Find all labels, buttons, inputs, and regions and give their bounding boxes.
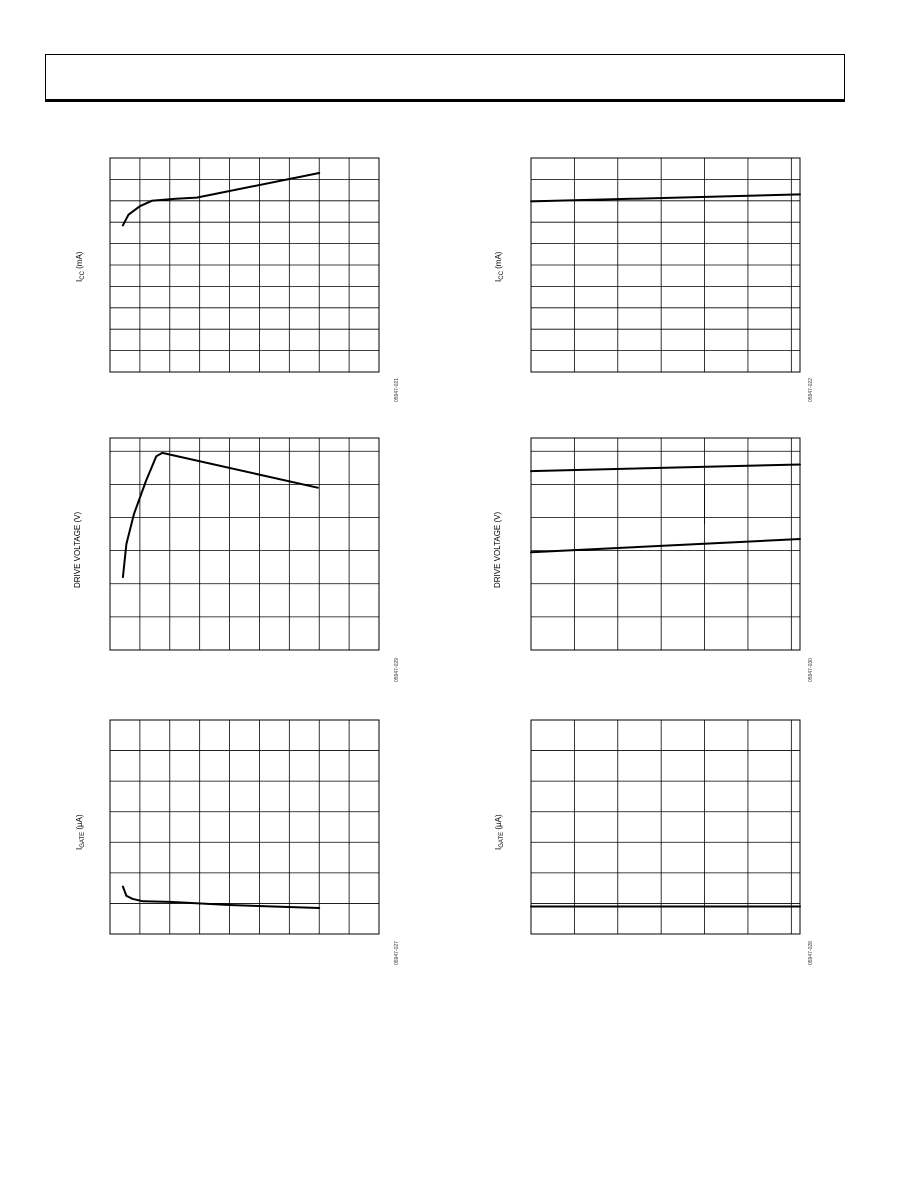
- series-line-1: [123, 173, 319, 225]
- y-axis-label: DRIVE VOLTAGE (V): [493, 511, 502, 588]
- series-line-1: [531, 465, 800, 472]
- series-line-1: [531, 194, 800, 201]
- figure-code: 05947-021: [394, 378, 400, 402]
- figure-code: 05947-030: [808, 658, 814, 682]
- y-axis-label: DRIVE VOLTAGE (V): [73, 511, 82, 588]
- y-axis-label: $I_{CC}$ (mA): [75, 251, 86, 282]
- figure-code: 05947-027: [394, 941, 400, 965]
- plot-frame: [531, 720, 800, 934]
- y-axis-label: $I_{GATE}$ (µA): [75, 814, 86, 850]
- y-axis-label: $I_{GATE}$ (µA): [494, 814, 505, 850]
- y-axis-label: $I_{CC}$ (mA): [494, 251, 505, 282]
- series-line-1: [123, 453, 318, 577]
- figure-code: 05947-028: [808, 941, 814, 965]
- figure-code: 05947-029: [394, 658, 400, 682]
- series-line-1: [123, 887, 319, 908]
- figure-code: 05947-022: [808, 378, 814, 402]
